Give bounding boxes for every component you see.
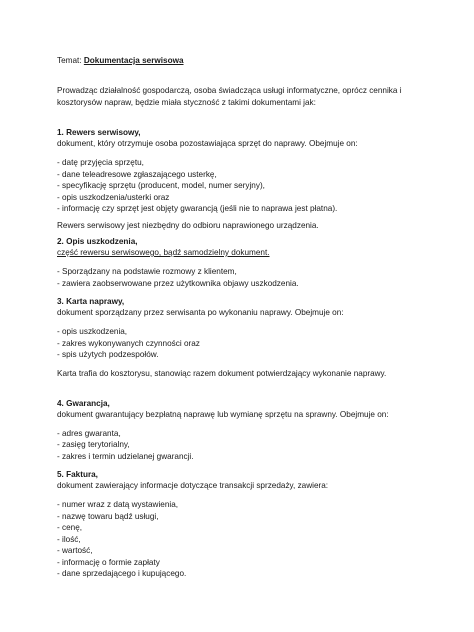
list-item: - informację o formie zapłaty [57,558,160,567]
list-item: - adres gwaranta, [57,429,121,438]
section-3-heading: 3. Karta naprawy, [57,297,125,306]
list-item: - zawiera zaobserwowane przez użytkownika objawy uszkodzenia. [57,279,299,288]
list-item: - specyfikację sprzętu (producent, model, numer seryjny), [57,181,265,190]
title-prefix: Temat: [57,56,84,65]
list-item: - spis użytych podzespołów. [57,350,159,359]
list-item: - opis uszkodzenia/usterki oraz [57,193,170,202]
section-5-desc: dokument zawierający informacje dotyczące transakcji sprzedaży, zawiera: [57,481,329,490]
intro-line-2: kosztorysów napraw, będzie miała styczność z takimi dokumentami jak: [57,98,316,107]
list-item: - zasięg terytorialny, [57,440,130,449]
section-3-note: Karta trafia do kosztorysu, stanowiąc razem dokument potwierdzający wykonanie naprawy. [57,369,387,378]
list-item: - datę przyjęcia sprzętu, [57,158,144,167]
list-item: - ilość, [57,535,81,544]
list-item: - dane teleadresowe zgłaszającego usterkę, [57,170,217,179]
intro-line-1: Prowadząc działalność gospodarczą, osoba świadcząca usługi informatyczne, oprócz cennika i [57,86,402,95]
section-2-heading: 2. Opis uszkodzenia, [57,237,138,246]
list-item: - opis uszkodzenia, [57,327,128,336]
section-1-desc: dokument, który otrzymuje osoba pozostawiająca sprzęt do naprawy. Obejmuje on: [57,139,358,148]
section-1-note: Rewers serwisowy jest niezbędny do odbioru naprawionego urządzenia. [57,221,319,230]
list-item: - dane sprzedającego i kupującego. [57,569,187,578]
document-title [57,56,184,66]
list-item: - wartość, [57,546,93,555]
list-item: - cenę, [57,523,83,532]
section-4-heading: 4. Gwarancja, [57,399,110,408]
list-item: - zakres i termin udzielanej gwarancji. [57,452,194,461]
section-1-heading: 1. Rewers serwisowy, [57,128,141,137]
title-text: Dokumentacja serwisowa [83,56,184,65]
list-item: - Sporządzany na podstawie rozmowy z klientem, [57,267,237,276]
list-item: - informację czy sprzęt jest objęty gwarancją (jeśli nie to naprawa jest płatna). [57,204,338,213]
section-5-heading: 5. Faktura, [57,470,98,479]
list-item: - nazwę towaru bądź usługi, [57,512,159,521]
list-item: - numer wraz z datą wystawienia, [57,500,179,509]
section-4-desc: dokument gwarantujący bezpłatną naprawę lub wymianę sprzętu na sprawny. Obejmuje on: [57,410,389,419]
list-item: - zakres wykonywanych czynności oraz [57,339,200,348]
section-2-desc: część rewersu serwisowego, bądź samodzielny dokument. [57,248,270,257]
section-3-desc: dokument sporządzany przez serwisanta po wykonaniu naprawy. Obejmuje on: [57,308,344,317]
